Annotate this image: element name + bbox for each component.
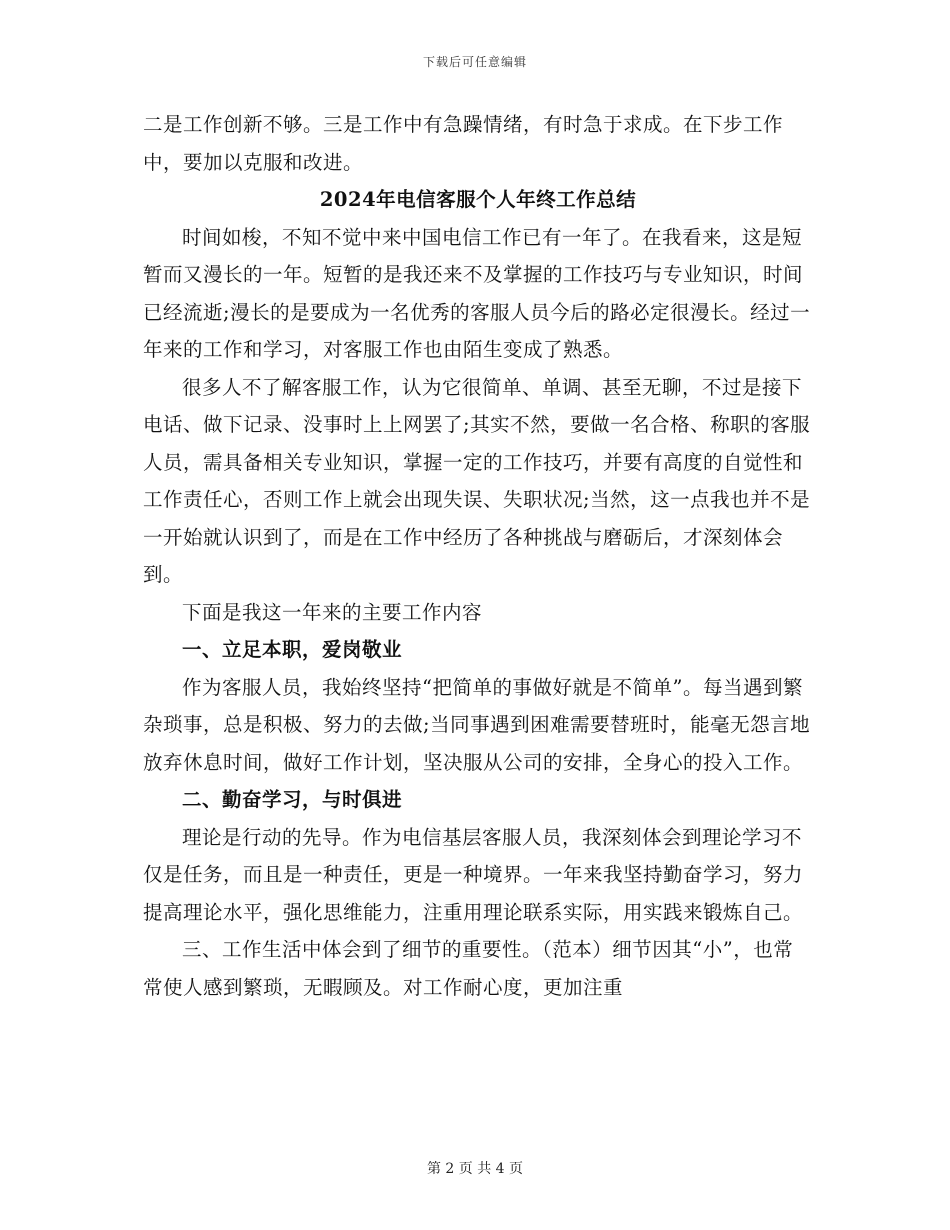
document-body xyxy=(143,106,813,1006)
paragraph-main-content-lead: 下面是我这一年来的主要工作内容 xyxy=(182,600,483,624)
paragraph-continuation: 二是工作创新不够。三是工作中有急躁情绪，有时急于求成。在下步工作中，要加以克服和改进。 xyxy=(143,113,784,174)
section-heading-1: 一、立足本职，爱岗敬业 xyxy=(182,638,403,661)
document-title: 2024年电信客服个人年终工作总结 xyxy=(319,188,637,211)
paragraph-job-description: 很多人不了解客服工作，认为它很简单、单调、甚至无聊，不过是接下电话、做下记录、没事时上上网罢了;其实不然，要做一名合格、称职的客服人员，需具备相关专业知识，掌握一定的工作技巧，并要有高度的自觉性和工作责任心，否则工作上就会出现失误、失职状况;当然，这一点我也并不是一开始就认识到了，而是在工作中经历了各种挑战与磨砺后，才深刻体会到。 xyxy=(143,375,811,586)
section-heading-2: 二、勤奋学习，与时俱进 xyxy=(182,788,403,811)
paragraph-intro: 时间如梭，不知不觉中来中国电信工作已有一年了。在我看来，这是短暂而又漫长的一年。短暂的是我还来不及掌握的工作技巧与专业知识，时间已经流逝;漫长的是要成为一名优秀的客服人员今后的路必定很漫长。经过一年来的工作和学习，对客服工作也由陌生变成了熟悉。 xyxy=(143,225,811,361)
paragraph-section-1: 作为客服人员，我始终坚持“把简单的事做好就是不简单”。每当遇到繁杂琐事，总是积极、努力的去做;当同事遇到困难需要替班时，能毫无怨言地放弃休息时间，做好工作计划，坚决服从公司的安排，全身心的投入工作。 xyxy=(143,675,811,774)
header-note: 下载后可任意编辑 xyxy=(422,55,527,69)
paragraph-section-2: 理论是行动的先导。作为电信基层客服人员，我深刻体会到理论学习不仅是任务，而且是一种责任，更是一种境界。一年来我坚持勤奋学习，努力提高理论水平，强化思维能力，注重用理论联系实际，用实践来锻炼自己。 xyxy=(143,825,804,924)
page-number: 第 2 页 共 4 页 xyxy=(426,1161,524,1177)
paragraph-section-3: 三、工作生活中体会到了细节的重要性。（范本）细节因其“小”，也常常使人感到繁琐，无暇顾及。对工作耐心度，更加注重 xyxy=(143,938,794,999)
